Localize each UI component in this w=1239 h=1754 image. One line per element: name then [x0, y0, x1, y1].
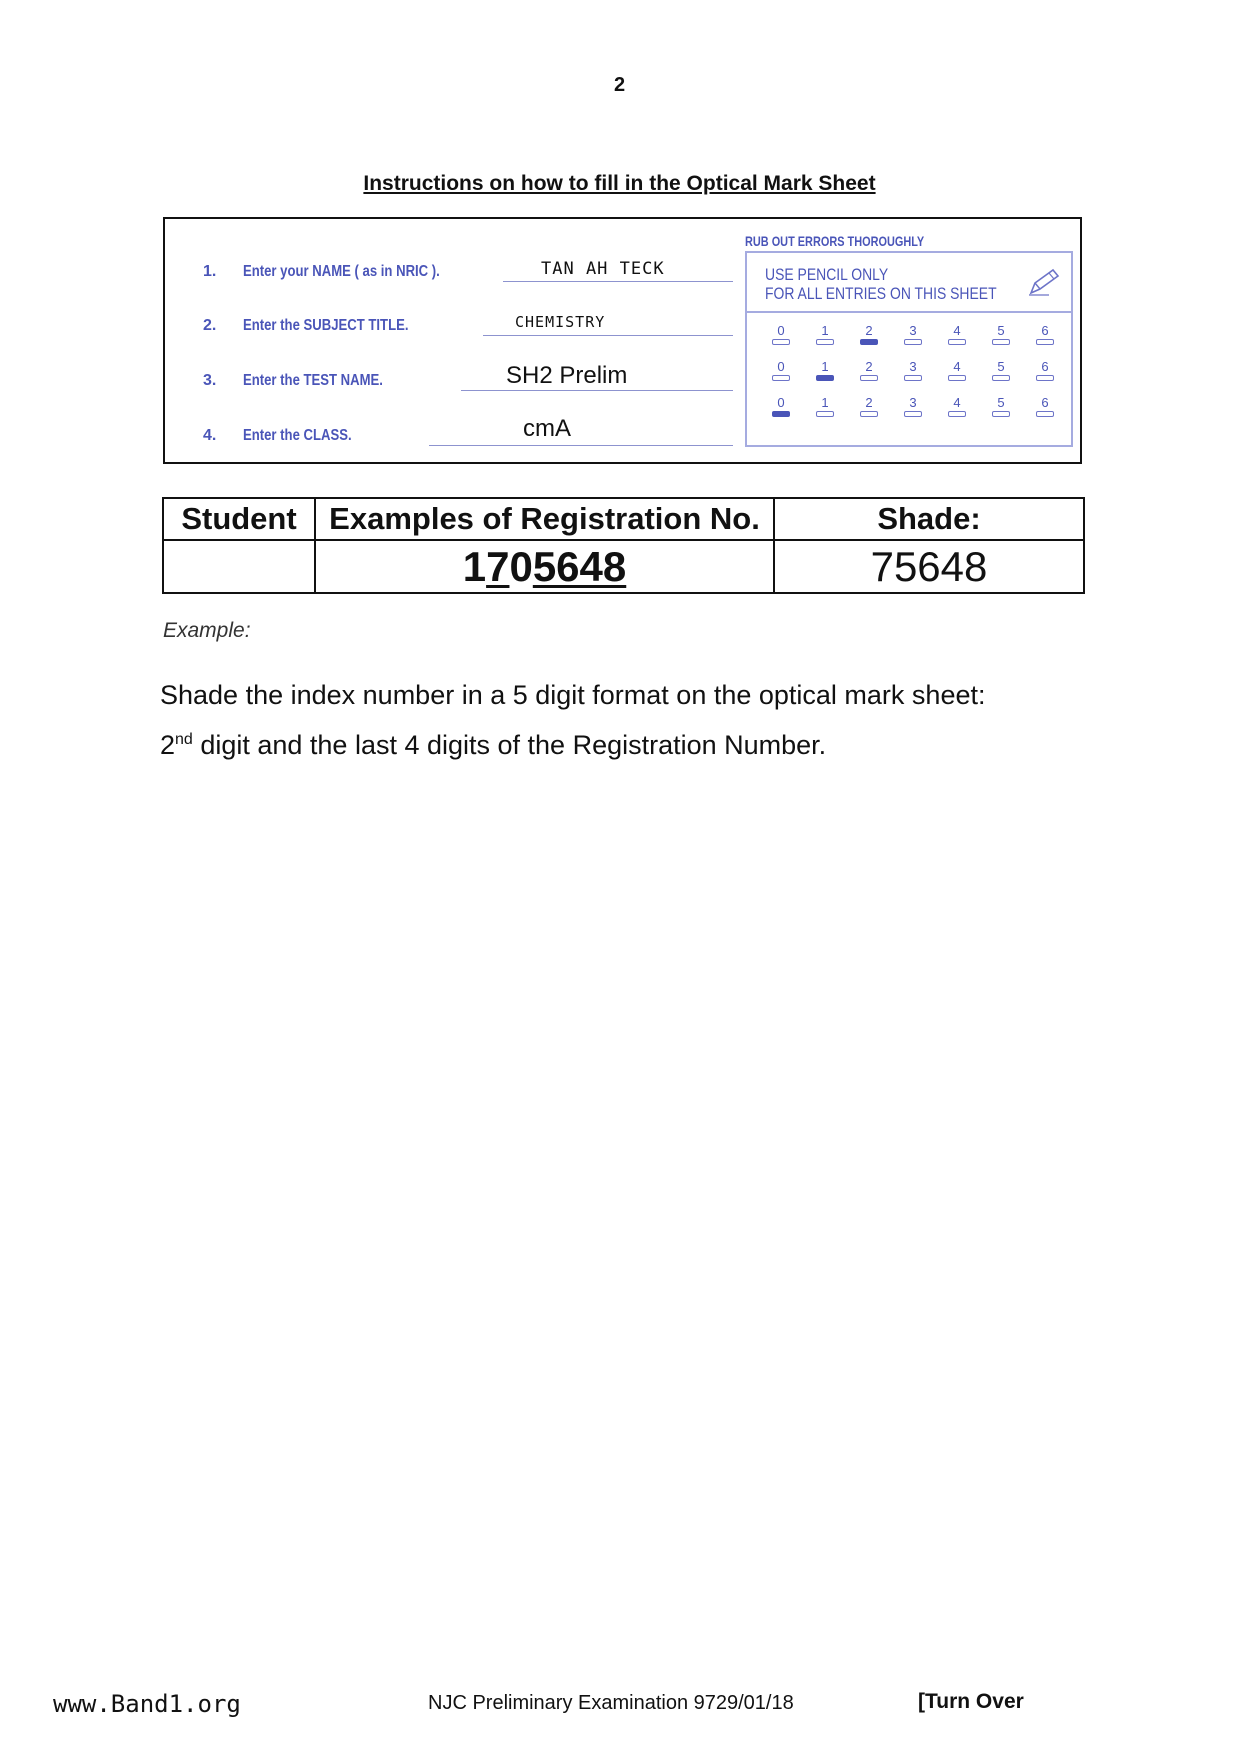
oms-test-row [203, 364, 713, 394]
empty-bubble [772, 375, 790, 381]
digit-bubble [901, 323, 925, 345]
oms-subject-value: CHEMISTRY [515, 313, 606, 331]
empty-bubble [904, 339, 922, 345]
registration-table [162, 497, 1085, 594]
digit-bubble [989, 323, 1013, 345]
digit-bubble [857, 395, 881, 417]
digit-bubble-row [769, 359, 1059, 391]
empty-bubble [948, 375, 966, 381]
empty-bubble [772, 339, 790, 345]
oms-field-number: 2. [203, 317, 217, 334]
digit-label: 0 [777, 395, 785, 410]
digit-bubble [1033, 359, 1057, 381]
reg-digit-first: 1 [462, 542, 487, 590]
empty-bubble [860, 411, 878, 417]
oms-entry-line [503, 281, 733, 282]
optical-mark-sheet-sample [163, 217, 1082, 464]
digit-label: 1 [821, 395, 829, 410]
oms-entry-line [429, 445, 733, 446]
digit-label: 4 [953, 323, 961, 338]
digit-bubble [857, 359, 881, 381]
digit-bubble [1033, 323, 1057, 345]
shaded-bubble [772, 411, 790, 417]
oms-field-number: 4. [203, 427, 217, 444]
digit-bubble [769, 359, 793, 381]
shaded-bubble [816, 375, 834, 381]
example-label: Example: [163, 619, 251, 642]
pencil-notice-line: FOR ALL ENTRIES ON THIS SHEET [765, 284, 997, 303]
empty-bubble [904, 375, 922, 381]
digit-label: 3 [909, 359, 917, 374]
rub-out-notice: RUB OUT ERRORS THOROUGHLY [745, 233, 925, 249]
oms-test-value: SH2 Prelim [506, 362, 628, 389]
digit-label: 5 [997, 359, 1005, 374]
digit-label: 5 [997, 395, 1005, 410]
oms-name-value: TAN AH TECK [541, 259, 665, 279]
instruction-line-2 [160, 730, 826, 761]
digit-bubble-row [769, 323, 1059, 355]
empty-bubble [816, 339, 834, 345]
digit-label: 4 [953, 359, 961, 374]
empty-bubble [904, 411, 922, 417]
digit-bubble [945, 395, 969, 417]
digit-bubble [901, 395, 925, 417]
page-number: 2 [613, 74, 626, 96]
reg-digit-second: 7 [486, 542, 510, 590]
empty-bubble [948, 411, 966, 417]
oms-entry-line [461, 390, 733, 391]
footer-exam-code: NJC Preliminary Examination 9729/01/18 [428, 1692, 794, 1714]
footer-website: www.Band1.org [53, 1690, 241, 1718]
shaded-bubble [860, 339, 878, 345]
digit-label: 0 [777, 323, 785, 338]
digit-bubble [1033, 395, 1057, 417]
digit-bubble [945, 359, 969, 381]
digit-label: 3 [909, 323, 917, 338]
digit-label: 2 [865, 323, 873, 338]
digit-label: 6 [1041, 395, 1049, 410]
digit-label: 6 [1041, 359, 1049, 374]
empty-bubble [1036, 339, 1054, 345]
digit-label: 3 [909, 395, 917, 410]
footer-turn-over: [Turn Over [918, 1690, 1024, 1713]
oms-class-value: cmA [523, 415, 571, 442]
oms-name-row [203, 255, 713, 285]
pencil-icon [1027, 267, 1061, 302]
digit-bubble [945, 323, 969, 345]
registration-header: Examples of Registration No. [315, 498, 774, 540]
digit-label: 0 [777, 359, 785, 374]
ordinal-suffix: nd [175, 731, 193, 748]
pencil-notice [765, 265, 997, 303]
oms-field-number: 1. [203, 263, 217, 280]
empty-bubble [992, 375, 1010, 381]
empty-bubble [948, 339, 966, 345]
oms-field-label: Enter the SUBJECT TITLE. [243, 317, 409, 334]
oms-field-number: 3. [203, 372, 217, 389]
oms-field-label: Enter the CLASS. [243, 427, 352, 444]
reg-digits-last-four: 5648 [532, 542, 627, 590]
oms-entry-line [483, 335, 733, 336]
registration-number-cell [315, 540, 774, 593]
oms-field-label: Enter the TEST NAME. [243, 372, 383, 389]
pencil-notice-line: USE PENCIL ONLY [765, 265, 889, 284]
digit-label: 6 [1041, 323, 1049, 338]
empty-bubble [860, 375, 878, 381]
empty-bubble [1036, 375, 1054, 381]
student-header: Student [163, 498, 315, 540]
empty-bubble [816, 411, 834, 417]
oms-field-label: Enter your NAME ( as in NRIC ). [243, 263, 440, 280]
digit-label: 2 [865, 395, 873, 410]
digit-bubble [857, 323, 881, 345]
instruction-line-1: Shade the index number in a 5 digit format on the optical mark sheet: [160, 680, 986, 710]
digit-bubble-row [769, 395, 1059, 427]
empty-bubble [1036, 411, 1054, 417]
shade-header: Shade: [774, 498, 1084, 540]
digit-bubble [989, 395, 1013, 417]
digit-bubble [769, 323, 793, 345]
registration-number [463, 543, 627, 590]
digit-bubble [989, 359, 1013, 381]
digit-bubble [813, 395, 837, 417]
instruction-line-2-text: digit and the last 4 digits of the Registration Number. [192, 730, 827, 760]
digit-bubble [769, 395, 793, 417]
empty-bubble [992, 411, 1010, 417]
instructions-title: Instructions on how to fill in the Optical Mark Sheet [363, 172, 876, 195]
digit-label: 2 [865, 359, 873, 374]
digit-bubble [813, 359, 837, 381]
digit-bubble [813, 323, 837, 345]
index-digit-panel [745, 251, 1073, 447]
digit-bubble [901, 359, 925, 381]
oms-subject-row [203, 309, 713, 339]
digit-label: 5 [997, 323, 1005, 338]
reg-digit-third: 0 [509, 542, 533, 590]
digit-label: 1 [821, 359, 829, 374]
digit-label: 1 [821, 323, 829, 338]
empty-bubble [992, 339, 1010, 345]
panel-divider [747, 311, 1071, 313]
oms-class-row [203, 415, 713, 449]
shade-value-cell: 75648 [774, 540, 1084, 593]
digit-label: 4 [953, 395, 961, 410]
ordinal-number: 2 [160, 730, 176, 760]
student-cell [163, 540, 315, 593]
